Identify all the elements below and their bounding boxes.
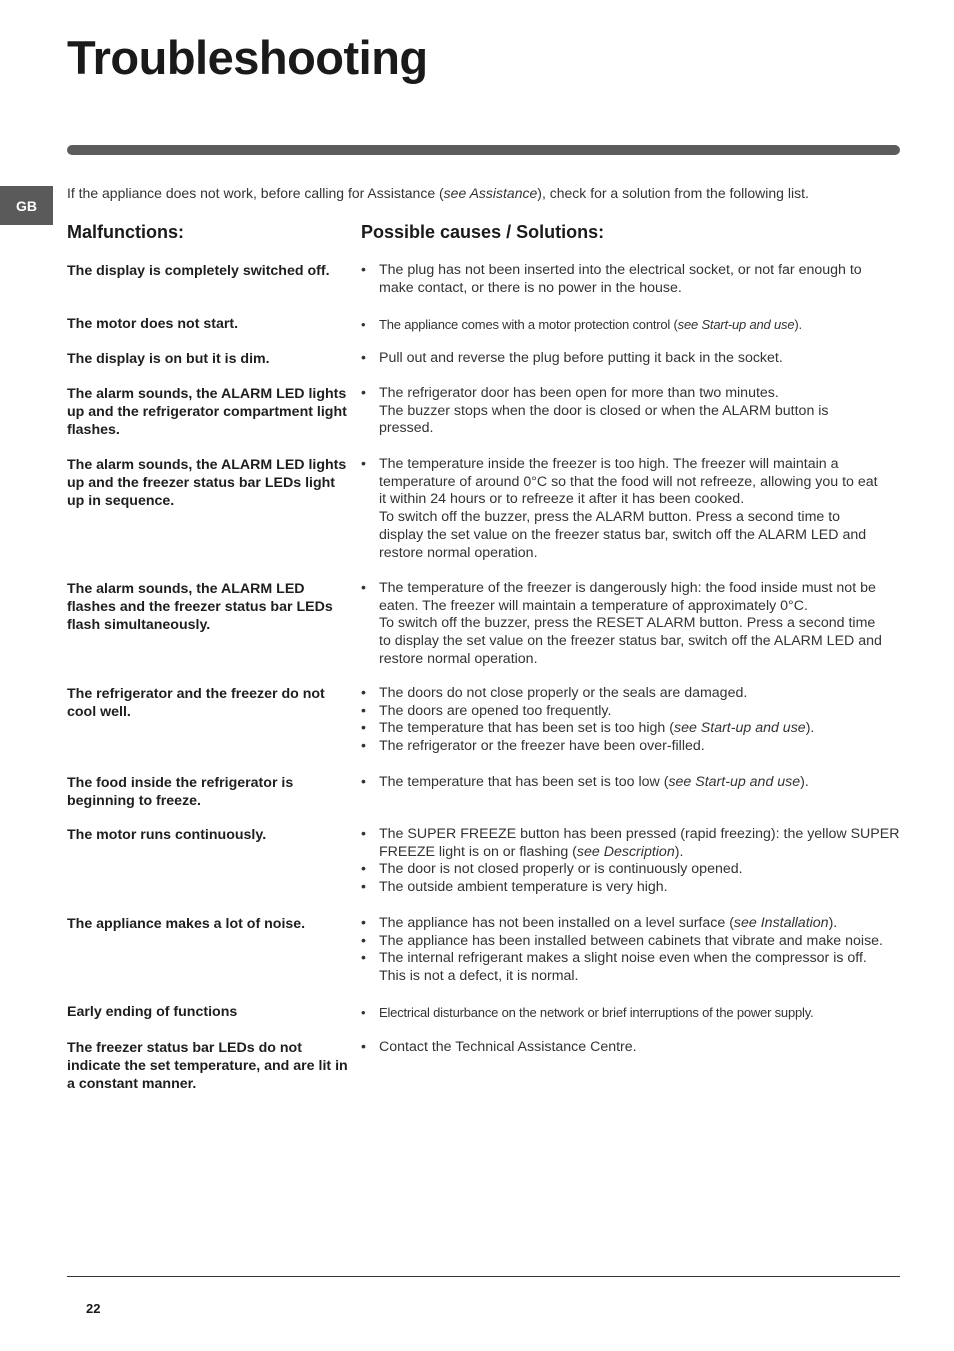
intro-before: If the appliance does not work, before calling for Assistance (: [67, 185, 444, 201]
cause-text: to display the set value on the freezer status bar, switch off the ALARM LED and: [379, 633, 882, 650]
malfunctions-heading: Malfunctions:: [67, 222, 184, 242]
cause-text: Electrical disturbance on the network or brief interruptions of the power supply.: [379, 1005, 814, 1020]
bullet-icon: •: [361, 580, 366, 596]
bullet-icon: •: [361, 915, 366, 931]
cause-item: [361, 1039, 906, 1057]
cause-item: [361, 685, 906, 703]
malfunction-label: The appliance makes a lot of noise.: [67, 916, 306, 932]
cause-item: [361, 861, 906, 879]
bullet-icon: •: [361, 702, 366, 719]
cause-text: The refrigerator or the freezer have been over-filled.: [379, 738, 705, 755]
cause-text: display the set value on the freezer status bar, switch off the ALARM LED and: [379, 526, 867, 543]
cause-reference: see Start-up and use: [668, 774, 801, 790]
bullet-icon: •: [361, 774, 366, 790]
cause-item: [361, 703, 906, 721]
cause-text: The plug has not been inserted into the electrical socket, or not far enough to: [379, 262, 862, 278]
cause-text: The doors are opened too frequently.: [379, 702, 612, 719]
cause-reference: see Start-up and use: [673, 720, 806, 737]
malfunction-label: The display is on but it is dim.: [67, 351, 270, 367]
cause-item: [361, 262, 906, 297]
bullet-icon: •: [361, 738, 366, 755]
malfunction-label: The alarm sounds, the ALARM LED flashes and the freezer status bar LEDs flash simultaneously.: [67, 581, 333, 633]
bullet-icon: •: [361, 456, 366, 472]
cause-text-end: ).: [828, 915, 838, 931]
cause-text-end: ).: [805, 720, 815, 737]
bullet-icon: •: [361, 385, 366, 401]
cause-text: The buzzer stops when the door is closed or when the ALARM button is: [379, 402, 829, 419]
cause-text: temperature of around 0°C so that the food will not refreeze, allowing you to eat: [379, 473, 878, 490]
bullet-icon: •: [361, 685, 366, 701]
bullet-icon: •: [361, 350, 366, 366]
cause-text: The appliance comes with a motor protection control (: [379, 317, 678, 332]
malfunction-label: The refrigerator and the freezer do not cool well.: [67, 686, 325, 720]
cause-item: [361, 826, 906, 861]
cause-item: [361, 720, 906, 738]
cause-list: [361, 316, 906, 334]
bullet-icon: •: [361, 1039, 366, 1055]
cause-text-end: ).: [800, 774, 809, 790]
cause-text: The internal refrigerant makes a slight noise even when the compressor is off.: [379, 950, 867, 967]
cause-list: [361, 1039, 906, 1057]
cause-item: [361, 950, 906, 985]
causes-heading: Possible causes / Solutions:: [361, 222, 605, 242]
cause-list: [361, 580, 906, 669]
bullet-icon: •: [361, 317, 366, 332]
cause-list: [361, 456, 906, 562]
bullet-icon: •: [361, 720, 366, 737]
page-number: 22: [86, 1301, 101, 1316]
cause-item: [361, 915, 906, 933]
malfunction-label: The alarm sounds, the ALARM LED lights up and the refrigerator compartment light flashes.: [67, 386, 347, 438]
cause-text: The SUPER FREEZE button has been pressed (rapid freezing): the yellow SUPER FREEZE light is on or flashing (: [379, 826, 900, 860]
cause-item: [361, 385, 906, 438]
cause-text: restore normal operation.: [379, 650, 538, 667]
cause-text: The temperature of the freezer is dangerously high: the food inside must not be: [379, 580, 876, 596]
cause-list: [361, 685, 906, 756]
cause-item: [361, 879, 906, 897]
cause-reference: see Description: [576, 843, 675, 860]
cause-item: [361, 933, 906, 951]
cause-list: [361, 915, 906, 986]
bullet-icon: •: [361, 826, 366, 842]
malfunction-label: The motor does not start.: [67, 316, 239, 332]
bullet-icon: •: [361, 262, 366, 278]
cause-reference: see Start-up and use: [677, 317, 795, 332]
cause-text-end: ).: [674, 843, 684, 860]
cause-text: The temperature that has been set is too low (: [379, 774, 669, 790]
cause-text: Contact the Technical Assistance Centre.: [379, 1039, 637, 1055]
cause-reference: see Installation: [733, 915, 829, 931]
bullet-icon: •: [361, 879, 366, 896]
malfunction-label: The alarm sounds, the ALARM LED lights up and the freezer status bar LEDs light up in sequence.: [67, 457, 347, 509]
intro-after: ), check for a solution from the following list.: [537, 185, 809, 201]
cause-item: [361, 316, 906, 334]
cause-text: The temperature that has been set is too high (: [379, 720, 674, 737]
bullet-icon: •: [361, 950, 366, 967]
cause-text: To switch off the buzzer, press the RESET ALARM button. Press a second time: [379, 615, 876, 632]
cause-list: [361, 262, 906, 297]
cause-text: This is not a defect, it is normal.: [379, 968, 579, 985]
cause-text-end: ).: [794, 317, 802, 332]
cause-text: Pull out and reverse the plug before putting it back in the socket.: [379, 350, 783, 366]
intro-reference: see Assistance: [443, 185, 538, 201]
bullet-icon: •: [361, 932, 366, 949]
cause-item: [361, 350, 906, 368]
language-tab: GB: [0, 186, 53, 225]
malfunction-label: Early ending of functions: [67, 1004, 238, 1020]
cause-text: The door is not closed properly or is continuously opened.: [379, 861, 743, 878]
title-divider: [67, 145, 900, 155]
cause-text: eaten. The freezer will maintain a temperature of approximately 0°C.: [379, 597, 808, 614]
cause-text: it within 24 hours or to refreeze it after it has been cooked.: [379, 491, 745, 508]
cause-list: [361, 826, 906, 897]
cause-text: The temperature inside the freezer is too high. The freezer will maintain a: [379, 456, 839, 472]
cause-item: [361, 580, 906, 669]
cause-list: [361, 350, 906, 368]
cause-text: To switch off the buzzer, press the ALARM button. Press a second time to: [379, 509, 841, 526]
cause-list: [361, 1004, 906, 1022]
cause-text: The appliance has been installed between cabinets that vibrate and make noise.: [379, 932, 883, 949]
cause-item: [361, 1004, 906, 1022]
cause-item: [361, 456, 906, 562]
cause-item: [361, 774, 906, 792]
malfunction-label: The display is completely switched off.: [67, 263, 330, 279]
malfunction-label: The freezer status bar LEDs do not indicate the set temperature, and are lit in a constant manner.: [67, 1040, 348, 1092]
cause-text: The refrigerator door has been open for more than two minutes.: [379, 385, 779, 401]
cause-list: [361, 774, 906, 792]
bullet-icon: •: [361, 1005, 366, 1020]
cause-text: The outside ambient temperature is very high.: [379, 879, 668, 896]
bullet-icon: •: [361, 861, 366, 878]
cause-text: restore normal operation.: [379, 544, 538, 561]
cause-text: The doors do not close properly or the seals are damaged.: [379, 685, 748, 701]
page-title: Troubleshooting: [67, 31, 428, 84]
footer-divider: [67, 1276, 900, 1277]
cause-text: make contact, or there is no power in the house.: [379, 279, 682, 296]
cause-item: [361, 738, 906, 756]
cause-list: [361, 385, 906, 438]
malfunction-label: The motor runs continuously.: [67, 827, 267, 843]
malfunction-label: The food inside the refrigerator is beginning to freeze.: [67, 775, 294, 809]
intro-text: [67, 184, 907, 202]
cause-text: The appliance has not been installed on a level surface (: [379, 915, 734, 931]
cause-text: pressed.: [379, 420, 434, 437]
